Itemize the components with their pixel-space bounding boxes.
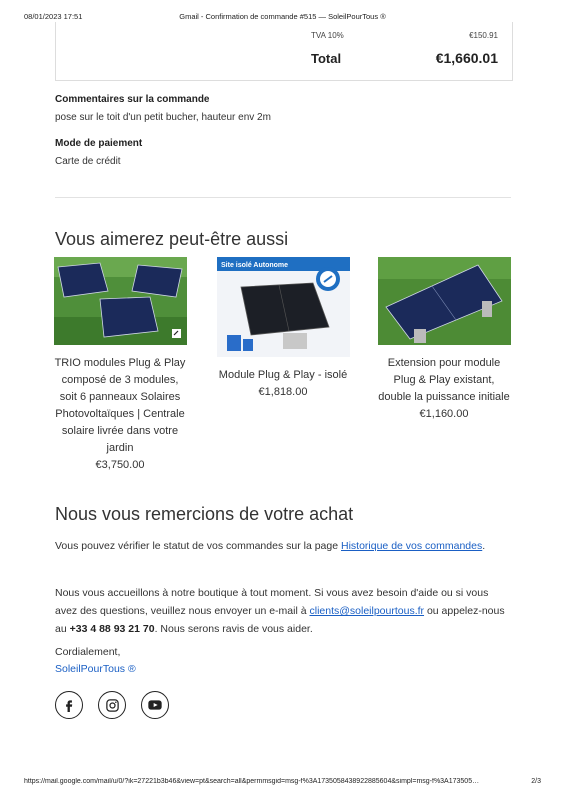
paragraph-text: ou appelez-nous au xyxy=(55,605,505,635)
comments-heading: Commentaires sur la commande xyxy=(55,94,210,105)
product-card[interactable] xyxy=(376,257,512,423)
signature-link[interactable]: SoleilPourTous ® xyxy=(55,663,136,675)
closing-text: Cordialement, xyxy=(55,646,121,658)
product-price: €1,818.00 xyxy=(258,386,308,398)
paragraph-text: Nous vous accueillons à notre boutique à tout moment. Si vous avez besoin d'aide ou si vous avez des questions, veuillez nous envoyer un e-mail à xyxy=(55,587,489,617)
product-card[interactable] xyxy=(215,257,351,401)
product-price: €3,750.00 xyxy=(95,459,145,471)
product-title[interactable]: Extension pour module Plug & Play existant, double la puissance initiale xyxy=(378,357,510,403)
product-card[interactable] xyxy=(52,257,188,474)
product-image-isole[interactable] xyxy=(217,257,350,357)
order-history-link[interactable]: Historique de vos commandes xyxy=(341,540,483,552)
tva-value: €150.91 xyxy=(469,31,498,40)
total-value: €1,660.01 xyxy=(435,50,498,66)
section-divider xyxy=(55,197,511,198)
signature-wrapper xyxy=(55,660,513,678)
comments-text: pose sur le toit d'un petit bucher, hauteur env 2m xyxy=(55,112,271,123)
product-image-extension[interactable] xyxy=(378,257,511,345)
paragraph-text: . xyxy=(482,540,486,552)
paragraph-text: Vous pouvez vérifier le statut de vos commandes sur la page xyxy=(55,540,341,552)
contact-phone: +33 4 88 93 21 70 xyxy=(69,623,155,635)
print-title: Gmail - Confirmation de commande #515 — SoleilPourTous ® xyxy=(179,12,386,21)
order-status-paragraph xyxy=(55,537,513,555)
tva-label: TVA 10% xyxy=(311,31,344,40)
product-badge: Site isolé Autonome xyxy=(220,262,288,269)
contact-paragraph xyxy=(55,584,513,638)
payment-heading: Mode de paiement xyxy=(55,138,143,149)
total-label: Total xyxy=(311,51,342,66)
payment-text: Carte de crédit xyxy=(55,156,121,167)
product-price: €1,160.00 xyxy=(419,408,469,420)
youtube-icon[interactable] xyxy=(141,691,169,719)
thanks-heading: Nous vous remercions de votre achat xyxy=(55,504,354,524)
facebook-icon[interactable] xyxy=(55,691,83,719)
print-url: https://mail.google.com/mail/u/0/?ik=27221b3b46&view=pt&search=all&permmsgid=msg-f%3A1735058438922885604&simpl=msg-f%3A173505… xyxy=(24,778,480,785)
instagram-icon[interactable] xyxy=(98,691,126,719)
product-image-trio[interactable] xyxy=(54,257,187,345)
order-totals xyxy=(55,22,513,81)
paragraph-text: . Nous serons ravis de vous aider. xyxy=(154,623,313,635)
contact-email-link[interactable]: clients@soleilpourtous.fr xyxy=(309,605,425,617)
product-title[interactable]: TRIO modules Plug & Play composé de 3 modules, soit 6 panneaux Solaires Photovoltaïques | Centrale solaire livrée dans votre jardin xyxy=(54,357,186,454)
recommendations-heading: Vous aimerez peut-être aussi xyxy=(55,229,289,249)
print-datetime: 08/01/2023 17:51 xyxy=(24,12,83,21)
page-number: 2/3 xyxy=(531,778,541,785)
product-title[interactable]: Module Plug & Play - isolé xyxy=(218,369,348,381)
